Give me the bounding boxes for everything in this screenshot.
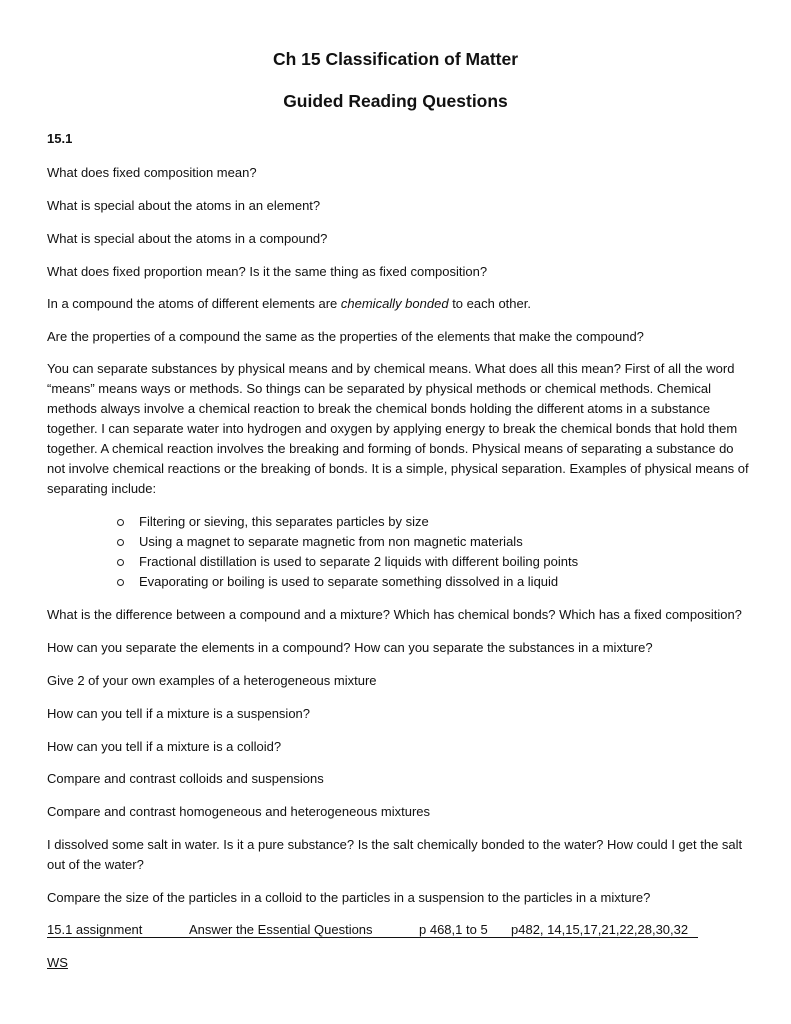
question: What does fixed proportion mean? Is it the same thing as fixed composition? (47, 264, 488, 279)
question: What is the difference between a compound and a mixture? Which has chemical bonds? Which has a fixed composition? (47, 607, 742, 622)
separation-methods-list (117, 512, 578, 592)
list-item: Using a magnet to separate magnetic from non magnetic materials (117, 532, 578, 552)
question: Compare the size of the particles in a colloid to the particles in a suspension to the particles in a mixture? (47, 890, 651, 905)
question: Give 2 of your own examples of a heterogeneous mixture (47, 673, 377, 688)
question: Compare and contrast homogeneous and heterogeneous mixtures (47, 804, 431, 819)
question: How can you tell if a mixture is a suspension? (47, 706, 311, 721)
assignment-label: 15.1 assignment (47, 922, 143, 937)
section-label: 15.1 (47, 131, 73, 146)
properties-question: Are the properties of a compound the same as the properties of the elements that make the compound? (47, 329, 644, 344)
bonded-after: to each other. (448, 296, 531, 311)
bonded-before: In a compound the atoms of different elements are (47, 296, 341, 311)
question: Compare and contrast colloids and suspensions (47, 771, 324, 786)
list-item: Filtering or sieving, this separates particles by size (117, 512, 578, 532)
question: What does fixed composition mean? (47, 165, 257, 180)
assignment-pages-2: p482, 14,15,17,21,22,28,30,32 (511, 922, 689, 937)
assignment-task: Answer the Essential Questions (189, 922, 373, 937)
page-subtitle: Guided Reading Questions (283, 91, 508, 111)
question: How can you separate the elements in a compound? How can you separate the substances in a mixture? (47, 640, 653, 655)
page-title: Ch 15 Classification of Matter (272, 49, 519, 69)
question: I dissolved some salt in water. Is it a pure substance? Is the salt chemically bonded to the water? How could I get the salt out of the water? (47, 837, 743, 872)
bonded-sentence (47, 294, 747, 314)
question: How can you tell if a mixture is a colloid? (47, 739, 282, 754)
assignment-pages-1: p 468,1 to 5 (419, 922, 488, 937)
separation-paragraph: You can separate substances by physical means and by chemical means. What does all this mean? First of all the word “means” means ways or methods. So things can be separated by physical methods or chemical methods. Chemical methods always involve a chemical reaction to break the chemical bonds holding the different atoms in a substance together. I can separate water into hydrogen and oxygen by applying energy to break the chemical bonds that hold them together. A chemical reaction involves the breaking and forming of bonds. Physical means of separating a substance do not involve chemical reactions or the breaking of bonds. It is a simple, physical separation. Examples of physical means of separating include: (47, 361, 749, 496)
ws-label: WS (47, 955, 68, 970)
question: What is special about the atoms in an element? (47, 198, 321, 213)
assignment-underline (47, 937, 698, 938)
list-item: Fractional distillation is used to separate 2 liquids with different boiling points (117, 552, 578, 572)
bonded-emphasis: chemically bonded (340, 296, 449, 311)
list-item: Evaporating or boiling is used to separate something dissolved in a liquid (117, 572, 578, 592)
question: What is special about the atoms in a compound? (47, 231, 328, 246)
